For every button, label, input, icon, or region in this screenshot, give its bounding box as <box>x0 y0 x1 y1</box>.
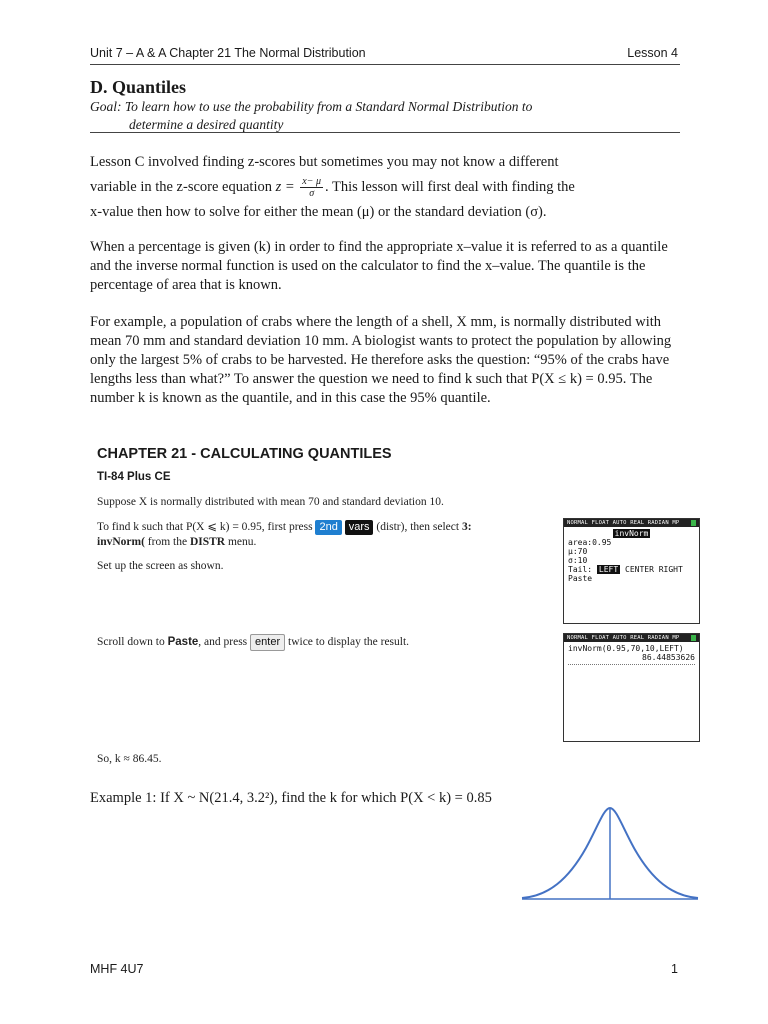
figure-step-3: Set up the screen as shown. <box>97 560 224 572</box>
calc2-divider <box>568 664 695 665</box>
fraction-denominator: σ <box>309 188 315 200</box>
calc2-status-text: NORMAL FLOAT AUTO REAL RADIAN MP <box>567 635 680 641</box>
key-enter: enter <box>250 634 285 651</box>
calc1-sigma: σ:10 <box>568 556 588 565</box>
calc1-body <box>564 527 699 585</box>
calc1-title-row <box>568 529 695 538</box>
figure-title: CHAPTER 21 - CALCULATING QUANTILES <box>97 446 392 462</box>
calculator-screen-invnorm-setup <box>563 518 700 624</box>
step2-menu-number: 3: <box>461 521 472 533</box>
header-title: Unit 7 – A & A Chapter 21 The Normal Distribution <box>90 46 366 60</box>
fraction-numerator: x− μ <box>302 176 322 188</box>
goal-divider <box>90 132 680 133</box>
calc1-tail-row <box>568 565 695 574</box>
goal-text <box>90 98 650 134</box>
key-2nd: 2nd <box>315 520 341 535</box>
calc1-area: area:0.95 <box>568 538 612 547</box>
header-divider <box>90 64 680 65</box>
footer-page-number: 1 <box>671 962 678 976</box>
calc1-tail-options: CENTER RIGHT <box>625 565 683 574</box>
example-1: Example 1: If X ~ N(21.4, 3.2²), find the k for which P(X < k) = 0.85 <box>90 790 492 806</box>
calc1-tail-label: Tail: <box>568 565 593 574</box>
zscore-fraction <box>300 176 323 199</box>
step2-text-b: (distr), then select <box>376 521 460 533</box>
calc1-title: invNorm <box>614 529 649 538</box>
intro-line-3: x-value then how to solve for either the mean (μ) or the standard deviation (σ). <box>90 204 547 220</box>
calculator-screen-result <box>563 633 700 742</box>
calc2-command: invNorm(0.95,70,10,LEFT) <box>568 644 684 653</box>
normal-curve-diagram <box>518 800 702 904</box>
footer-course-code: MHF 4U7 <box>90 962 144 976</box>
intro-line-2-end: . This lesson will first deal with finding the <box>325 179 575 195</box>
calc1-mu: μ:70 <box>568 547 588 556</box>
section-title: D. Quantiles <box>90 77 187 97</box>
battery-icon <box>691 520 696 526</box>
step2-text-a: To find k such that P(X ⩽ k) = 0.95, first press <box>97 521 313 533</box>
step2-function: invNorm( <box>97 536 145 548</box>
intro-line-1: Lesson C involved finding z-scores but sometimes you may not know a different <box>90 154 559 170</box>
calc2-result: 86.44853626 <box>642 653 695 662</box>
calc2-status-bar <box>564 634 699 642</box>
calc1-paste: Paste <box>568 574 593 583</box>
calc2-body <box>564 642 699 669</box>
figure-step-2 <box>97 520 547 550</box>
paragraph-crab-example: For example, a population of crabs where the length of a shell, X mm, is normally distributed with mean 70 mm and standard deviation 10 mm. A biologist wants to protect the population by allowing only the largest 5% of crabs to be harvested. He therefore asks the question: “95% of the crabs have lengths less than what?” To answer the question we need to find k such that P(X ≤ k) = 0.95. The number k is known as the quantile, and in this case the 95% quantile. <box>90 314 672 406</box>
key-vars: vars <box>345 520 374 535</box>
calc1-status-text: NORMAL FLOAT AUTO REAL RADIAN MP <box>567 520 680 526</box>
paragraph-quantile-definition: When a percentage is given (k) in order to find the appropriate x–value it is referred to as a quantile and the inverse normal function is used on the calculator to find the x–value. The quantile is the percentage of area that is known. <box>90 239 668 293</box>
header-lesson: Lesson 4 <box>627 46 678 60</box>
step2-distr: DISTR <box>189 536 226 548</box>
calc1-tail-left: LEFT <box>598 565 619 574</box>
step4-text-d: twice to display the result. <box>288 636 410 648</box>
goal-line-1: To learn how to use the probability from a Standard Normal Distribution to <box>124 99 533 114</box>
step4-text-a: Scroll down to <box>97 636 165 648</box>
figure-subtitle: TI-84 Plus CE <box>97 471 171 483</box>
step2-text-e: from the <box>147 536 188 548</box>
figure-step-1: Suppose X is normally distributed with mean 70 and standard deviation 10. <box>97 496 444 508</box>
step4-paste: Paste <box>167 636 199 648</box>
goal-label: Goal: <box>90 99 122 114</box>
step4-text-c: , and press <box>198 636 248 648</box>
paragraph-intro <box>90 150 682 225</box>
equation-lhs: z = <box>275 179 295 195</box>
step2-text-g: menu. <box>227 536 257 548</box>
calc1-status-bar <box>564 519 699 527</box>
figure-conclusion: So, k ≈ 86.45. <box>97 753 162 765</box>
figure-step-4 <box>97 634 409 651</box>
intro-line-2: variable in the z-score equation <box>90 179 272 195</box>
goal-line-2: determine a desired quantity <box>129 117 284 132</box>
battery-icon <box>691 635 696 641</box>
